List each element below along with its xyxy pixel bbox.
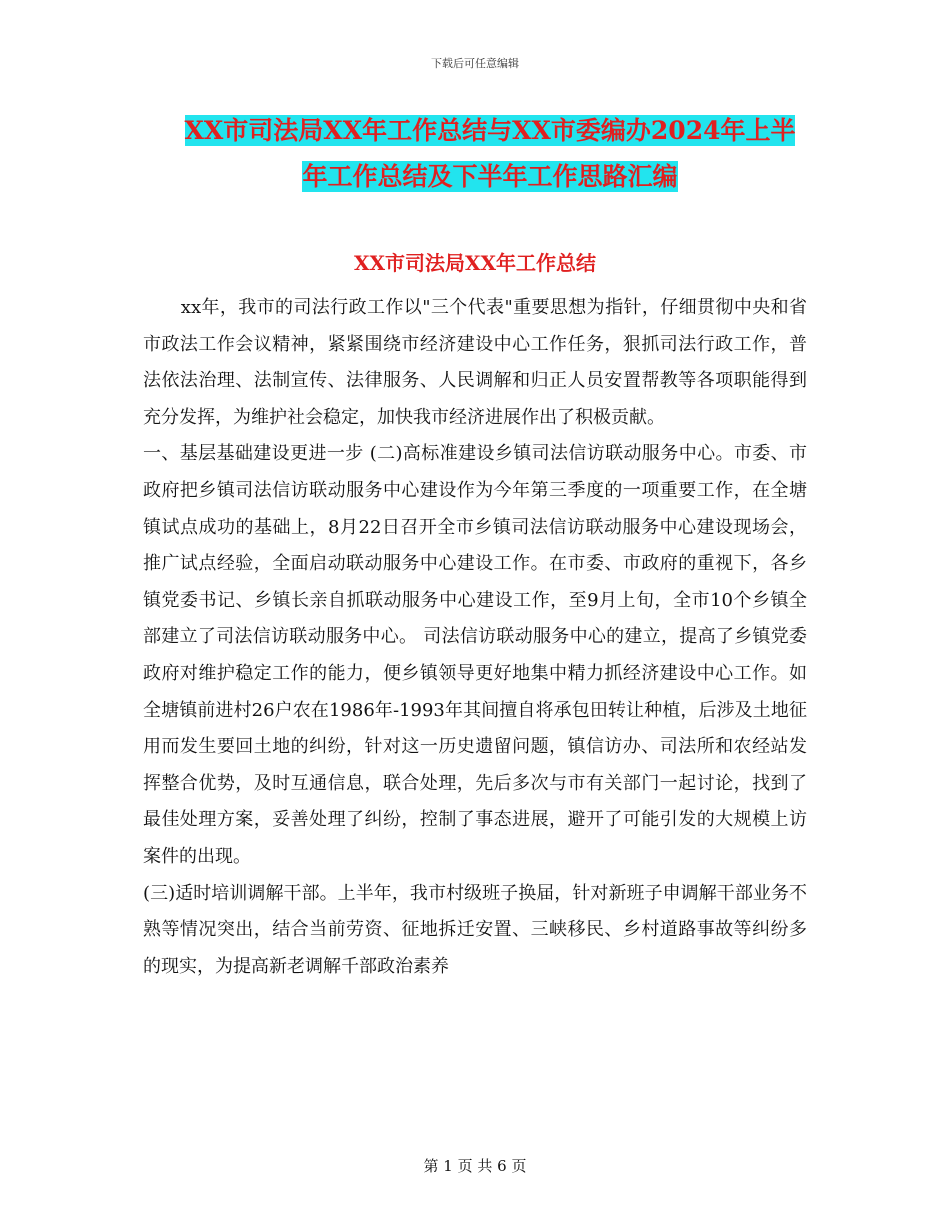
paragraph-training: (三)适时培训调解干部。上半年，我市村级班子换届，针对新班子申调解干部业务不熟等情况突出，结合当前劳资、征地拆迁安置、三峡移民、乡村道路事故等纠纷多的现实，为提高新老调解千部政治素养 (143, 882, 807, 977)
paragraph-intro: xx年，我市的司法行政工作以"三个代表"重要思想为指针，仔细贯彻中央和省市政法工作会议精神，紧紧围绕市经济建设中心工作任务，狠抓司法行政工作，普法依法治理、法制宣传、法律服务、人民调解和归正人员安置帮教等各项职能得到充分发挥，为维护社会稳定，加快我市经济进展作出了积极贡献。 (143, 297, 807, 428)
page-indicator: 第 1 页 共 6 页 (423, 1157, 527, 1175)
document-body (143, 290, 807, 985)
header-note: 下载后可任意编辑 (431, 57, 519, 70)
document-title-line2: 年工作总结及下半年工作思路汇编 (302, 162, 678, 191)
document-title-line1: XX市司法局XX年工作总结与XX市委编办2024年上半 (184, 116, 796, 145)
document-title (140, 108, 840, 200)
section-title: XX市司法局XX年工作总结 (353, 251, 597, 275)
paragraph-grassroots: 一、基层基础建设更进一步 (二)高标准建设乡镇司法信访联动服务中心。市委、市政府把乡镇司法信访联动服务中心建设作为今年第三季度的一项重要工作，在全塘镇试点成功的基础上，8月22日召开全市乡镇司法信访联动服务中心建设现场会，推广试点经验，全面启动联动服务中心建设工作。在市委、市政府的重视下，各乡镇党委书记、乡镇长亲自抓联动服务中心建设工作，至9月上旬，全市10个乡镇全部建立了司法信访联动服务中心。 司法信访联动服务中心的建立，提高了乡镇党委政府对维护稳定工作的能力，便乡镇领导更好地集中精力抓经济建设中心工作。如全塘镇前进村26户农在1986年-1993年其间擅自将承包田转让种植，后涉及土地征用而发生要回土地的纠纷，针对这一历史遗留问题，镇信访办、司法所和农经站发挥整合优势，及时互通信息，联合处理，先后多次与市有关部门一起讨论，找到了最佳处理方案，妥善处理了纠纷，控制了事态进展，避开了可能引发的大规模上访案件的出现。 (143, 443, 807, 867)
